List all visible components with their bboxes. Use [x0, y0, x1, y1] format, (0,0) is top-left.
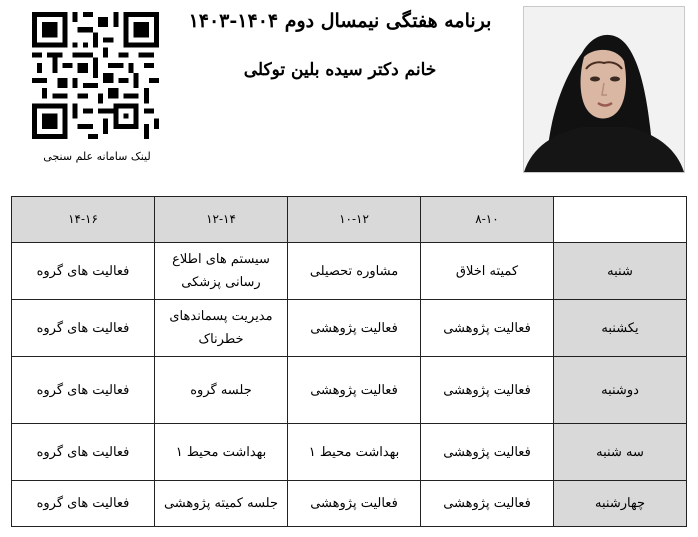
schedule-cell: کمیته اخلاق [421, 243, 554, 300]
profile-photo [523, 6, 685, 173]
day-cell: یکشنبه [554, 300, 687, 357]
day-cell: دوشنبه [554, 357, 687, 424]
time-slot-header: ۸-۱۰ [421, 197, 554, 243]
schedule-cell: فعالیت های گروه [12, 243, 155, 300]
time-slot-header: ۱۴-۱۶ [12, 197, 155, 243]
header-corner-cell [554, 197, 687, 243]
weekly-schedule-table [11, 196, 687, 527]
table-row [12, 357, 687, 424]
schedule-cell: فعالیت های گروه [12, 424, 155, 481]
schedule-cell: جلسه کمیته پژوهشی [155, 481, 288, 527]
table-row [12, 481, 687, 527]
day-cell: سه شنبه [554, 424, 687, 481]
schedule-cell: فعالیت پژوهشی [421, 300, 554, 357]
day-cell: چهارشنبه [554, 481, 687, 527]
schedule-cell: مشاوره تحصیلی [288, 243, 421, 300]
table-row [12, 300, 687, 357]
schedule-cell: بهداشت محیط ۱ [155, 424, 288, 481]
schedule-cell: جلسه گروه [155, 357, 288, 424]
table-header-row [12, 197, 687, 243]
schedule-cell: سیستم های اطلاع رسانی پزشکی [155, 243, 288, 300]
instructor-name: خانم دکتر سیده بلین توکلی [243, 60, 437, 80]
schedule-cell: فعالیت پژوهشی [288, 300, 421, 357]
day-cell: شنبه [554, 243, 687, 300]
qr-caption: لینک سامانه علم سنجی [43, 150, 151, 163]
schedule-cell: فعالیت پژوهشی [288, 481, 421, 527]
page-title: برنامه هفتگی نیمسال دوم ۱۴۰۴-۱۴۰۳ [188, 10, 492, 32]
table-row [12, 424, 687, 481]
qr-code[interactable] [32, 12, 159, 139]
schedule-cell: فعالیت پژوهشی [421, 357, 554, 424]
schedule-cell: فعالیت های گروه [12, 357, 155, 424]
table-row [12, 243, 687, 300]
schedule-cell: فعالیت پژوهشی [421, 424, 554, 481]
schedule-cell: فعالیت های گروه [12, 300, 155, 357]
time-slot-header: ۱۰-۱۲ [288, 197, 421, 243]
time-slot-header: ۱۲-۱۴ [155, 197, 288, 243]
schedule-cell: بهداشت محیط ۱ [288, 424, 421, 481]
schedule-cell: مدیریت پسماندهای خطرناک [155, 300, 288, 357]
schedule-cell: فعالیت پژوهشی [288, 357, 421, 424]
schedule-cell: فعالیت های گروه [12, 481, 155, 527]
schedule-cell: فعالیت پژوهشی [421, 481, 554, 527]
